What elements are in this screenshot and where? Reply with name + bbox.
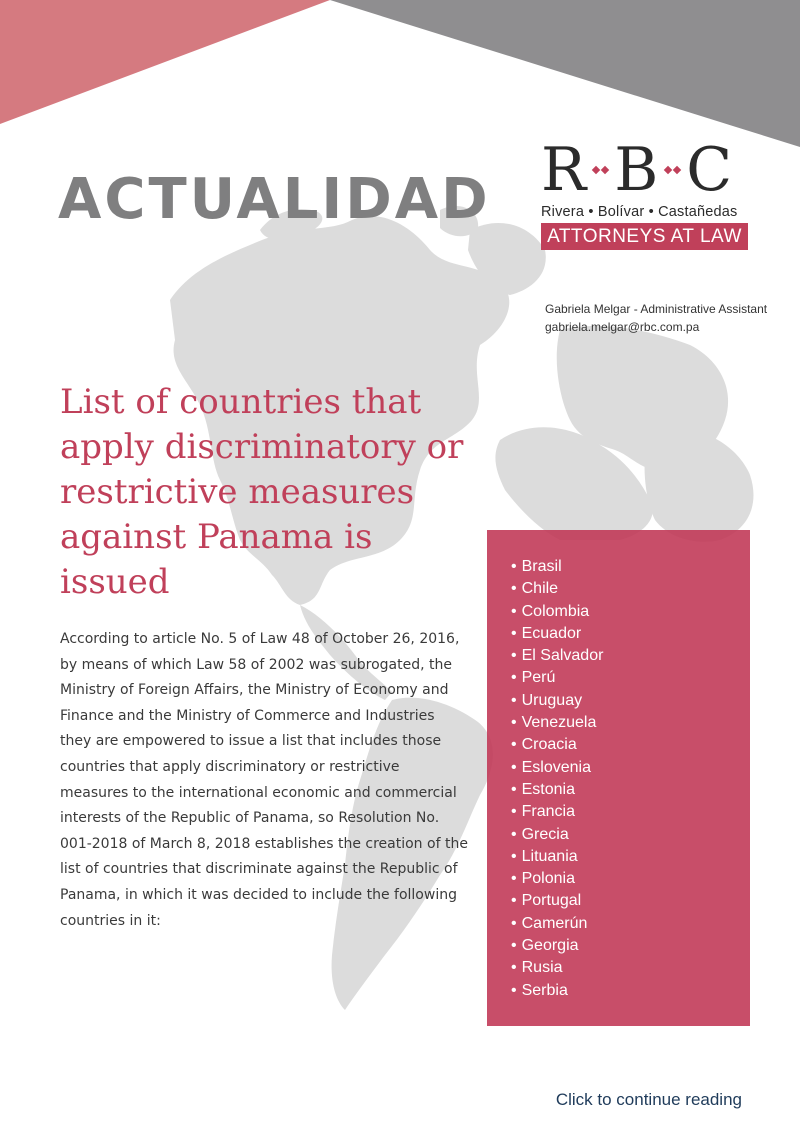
country-name: Croacia xyxy=(521,736,577,754)
country-item xyxy=(511,824,750,846)
country-item xyxy=(511,801,750,823)
bullet-icon: • xyxy=(511,558,517,575)
country-name: Colombia xyxy=(521,602,590,620)
bullet-icon: • xyxy=(511,847,517,865)
author-email: gabriela.melgar@rbc.com.pa xyxy=(545,320,700,334)
country-item xyxy=(511,667,750,689)
country-name: Francia xyxy=(521,803,575,821)
bullet-icon: • xyxy=(511,825,517,843)
country-item xyxy=(511,890,750,912)
country-name: Lituania xyxy=(521,847,578,865)
bullet-icon: • xyxy=(511,758,517,776)
country-name: Chile xyxy=(521,580,559,598)
logo-firm-names: Rivera • Bolívar • Castañedas xyxy=(541,204,738,220)
bullet-icon: • xyxy=(511,803,517,821)
logo-tagline: ATTORNEYS AT LAW xyxy=(541,223,748,250)
bullet-icon: • xyxy=(511,691,517,709)
country-name: Brasil xyxy=(521,558,562,575)
bullet-icon: • xyxy=(511,981,517,999)
country-name: Uruguay xyxy=(521,691,583,709)
bullet-icon: • xyxy=(511,669,517,687)
country-name: Eslovenia xyxy=(521,758,591,776)
country-item xyxy=(511,556,750,578)
bullet-icon: • xyxy=(511,892,517,910)
logo-monogram xyxy=(541,135,751,205)
author-name-role: Gabriela Melgar - Administrative Assistant xyxy=(545,302,768,316)
country-item xyxy=(511,757,750,779)
country-item xyxy=(511,846,750,868)
author-contact xyxy=(545,300,767,336)
country-item xyxy=(511,957,750,979)
bullet-icon: • xyxy=(511,602,517,620)
country-name: El Salvador xyxy=(521,647,604,665)
diamond-separator-icon xyxy=(665,167,680,173)
country-name: Polonia xyxy=(521,870,575,888)
country-name: Georgia xyxy=(521,937,579,955)
country-item xyxy=(511,645,750,667)
country-name: Estonia xyxy=(521,780,575,798)
logo-letter: B xyxy=(614,135,660,205)
country-item xyxy=(511,690,750,712)
country-name: Rusia xyxy=(521,959,563,977)
article-body: According to article No. 5 of Law 48 of October 26, 2016, by means of which Law 58 of 2002 was subrogated, the Ministry of Foreign Affairs, the Ministry of Economy and Finance and the Ministry of Commerce and Industries they are empowered to issue a list that includes those countries that apply discriminatory or restrictive measures to the international economic and commercial interests of the Republic of Panama, so Resolution No. 001-2018 of March 8, 2018 establishes the creation of the list of countries that discriminate against the Republic of Panama, in which it was decided to include the following countries in it: xyxy=(60,631,468,929)
country-name: Perú xyxy=(521,669,556,687)
bullet-icon: • xyxy=(511,736,517,754)
country-name: Grecia xyxy=(521,825,569,843)
section-title: ACTUALIDAD xyxy=(58,167,491,232)
country-name: Venezuela xyxy=(521,714,597,732)
country-item xyxy=(511,779,750,801)
logo-letter: C xyxy=(686,135,734,205)
country-item xyxy=(511,935,750,957)
bullet-icon: • xyxy=(511,647,517,665)
country-item xyxy=(511,623,750,645)
country-list-panel xyxy=(487,530,750,1026)
country-item xyxy=(511,734,750,756)
rbc-logo xyxy=(541,135,751,250)
bullet-icon: • xyxy=(511,959,517,977)
country-item xyxy=(511,601,750,623)
country-item xyxy=(511,868,750,890)
bullet-icon: • xyxy=(511,580,517,598)
bullet-icon: • xyxy=(511,870,517,888)
diamond-separator-icon xyxy=(593,167,608,173)
country-name: Camerún xyxy=(521,914,588,932)
bullet-icon: • xyxy=(511,714,517,732)
logo-letter: R xyxy=(541,135,588,205)
country-name: Portugal xyxy=(521,892,582,910)
country-name: Ecuador xyxy=(521,624,582,642)
continue-reading-link[interactable]: Click to continue reading xyxy=(555,1090,742,1109)
country-item xyxy=(511,712,750,734)
country-item xyxy=(511,913,750,935)
country-list xyxy=(487,530,750,1002)
article-headline: List of countries that apply discriminatory or restrictive measures against Panama is issued xyxy=(60,382,464,602)
bullet-icon: • xyxy=(511,914,517,932)
bullet-icon: • xyxy=(511,937,517,955)
country-item xyxy=(511,980,750,1002)
country-item xyxy=(511,578,750,600)
bullet-icon: • xyxy=(511,780,517,798)
bullet-icon: • xyxy=(511,624,517,642)
country-name: Serbia xyxy=(521,981,568,999)
